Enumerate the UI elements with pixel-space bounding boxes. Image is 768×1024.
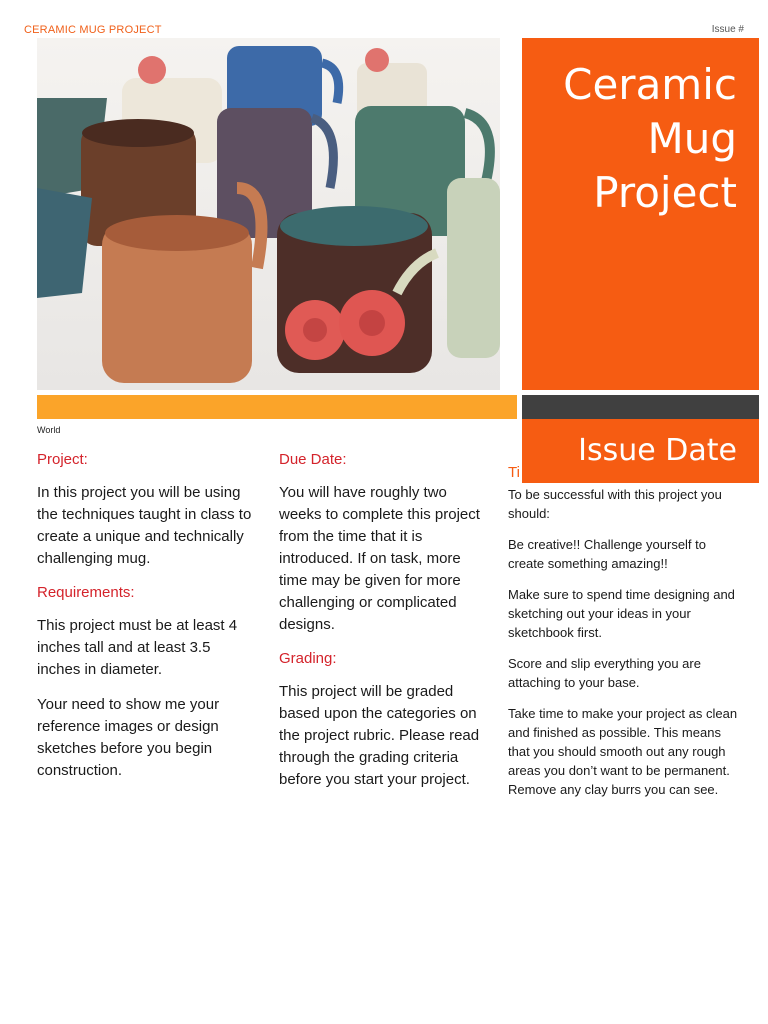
requirements-text-1: This project must be at least 4 inches tall and at least 3.5 inches in diameter. bbox=[37, 617, 238, 678]
issue-date-panel bbox=[522, 419, 759, 483]
tip-creative: Be creative!! Challenge yourself to create something amazing!! bbox=[508, 537, 706, 571]
issue-date: Issue Date bbox=[578, 433, 737, 468]
page-title: Ceramic Mug Project bbox=[563, 60, 737, 217]
due-date-column bbox=[279, 450, 492, 804]
issue-number: Issue # bbox=[711, 24, 744, 35]
tip-finish: Take time to make your project as clean and finished as possible. This means that you should smooth out any rough areas you don’t want to be permanent. Remove any clay burrs you can see. bbox=[508, 706, 738, 797]
grading-text: This project will be graded based upon the categories on the project rubric. Please read through the grading criteria before you start your project. bbox=[279, 683, 480, 788]
due-date-heading: Due Date: bbox=[279, 451, 347, 468]
due-date-text: You will have roughly two weeks to complete this project from the time that it is introduced. If on task, more time may be given for more challenging or complicated designs. bbox=[279, 484, 480, 633]
tips-heading-partial: Ti bbox=[508, 464, 520, 481]
section-label: World bbox=[37, 425, 61, 435]
grading-heading: Grading: bbox=[279, 650, 337, 667]
tip-score-slip: Score and slip everything you are attaching to your base. bbox=[508, 656, 701, 690]
accent-bar bbox=[37, 395, 517, 419]
requirements-heading: Requirements: bbox=[37, 584, 135, 601]
header-title: CERAMIC MUG PROJECT bbox=[24, 24, 162, 36]
requirements-text-2: Your need to show me your reference images or design sketches before you begin construction. bbox=[37, 696, 220, 779]
ceramic-mugs-photo bbox=[37, 38, 500, 390]
project-heading: Project: bbox=[37, 451, 88, 468]
tip-sketch: Make sure to spend time designing and sketching out your ideas in your sketchbook first. bbox=[508, 587, 735, 640]
project-column bbox=[37, 450, 252, 795]
title-panel bbox=[522, 38, 759, 390]
tips-intro: To be successful with this project you should: bbox=[508, 487, 722, 521]
dark-accent-bar bbox=[522, 395, 759, 419]
project-text: In this project you will be using the techniques taught in class to create a unique and technically challenging mug. bbox=[37, 484, 252, 567]
tips-column bbox=[508, 485, 743, 811]
